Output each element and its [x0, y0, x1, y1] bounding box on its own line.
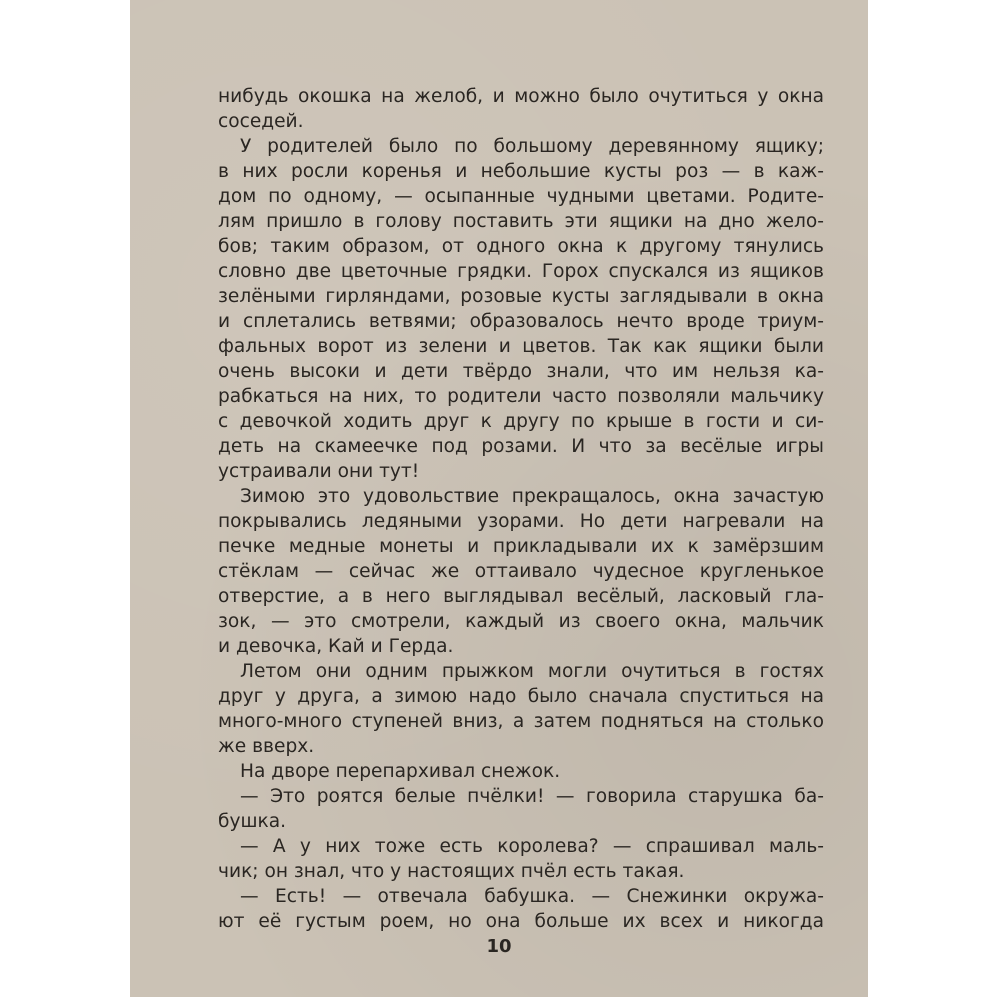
text-line: очень высоки и дети твёрдо знали, что им нельзя ка-: [218, 361, 824, 382]
text-line: чик; он знал, что у настоящих пчёл есть такая.: [218, 861, 685, 882]
text-line: — Это роятся белые пчёлки! — говорила старушка ба-: [240, 786, 824, 807]
text-line: лям пришло в голову поставить эти ящики на дно жело-: [218, 211, 824, 232]
text-line: в них росли коренья и небольшие кусты роз — в каж-: [218, 161, 824, 182]
text-line: рабкаться на них, то родители часто позволяли мальчику: [218, 386, 824, 407]
text-line: зок, — это смотрели, каждый из своего окна, мальчик: [218, 611, 824, 632]
body-text: [218, 84, 824, 934]
text-line: отверстие, а в него выглядывал весёлый, ласковый гла-: [218, 586, 824, 607]
text-line: и девочка, Кай и Герда.: [218, 636, 454, 657]
text-line: стёклам — сейчас же оттаивало чудесное кругленькое: [218, 561, 824, 582]
text-line: ют её густым роем, но она больше их всех и никогда: [218, 911, 824, 932]
text-line: Зимою это удовольствие прекращалось, окна зачастую: [240, 486, 824, 507]
text-line: друг у друга, а зимою надо было сначала спуститься на: [218, 686, 824, 707]
text-line: У родителей было по большому деревянному ящику;: [240, 136, 824, 157]
text-line: бушка.: [218, 811, 287, 832]
text-line: На дворе перепархивал снежок.: [240, 761, 561, 782]
text-line: устраивали они тут!: [218, 461, 420, 482]
text-line: печке медные монеты и прикладывали их к замёрзшим: [218, 536, 824, 557]
text-line: фальных ворот из зелени и цветов. Так как ящики были: [218, 336, 824, 357]
text-line: с девочкой ходить друг к другу по крыше в гости и си-: [218, 411, 824, 432]
book-page: [130, 0, 868, 997]
text-line: Летом они одним прыжком могли очутиться в гостях: [240, 661, 824, 682]
text-line: соседей.: [218, 111, 304, 132]
text-line: и сплетались ветвями; образовалось нечто вроде триум-: [218, 311, 824, 332]
text-line: деть на скамеечке под розами. И что за весёлые игры: [218, 436, 824, 457]
text-line: много-много ступеней вниз, а затем подняться на столько: [218, 711, 824, 732]
text-line: бов; таким образом, от одного окна к другому тянулись: [218, 236, 824, 257]
text-line: — Есть! — отвечала бабушка. — Снежинки окружа-: [240, 886, 824, 907]
text-line: словно две цветочные грядки. Горох спускался из ящиков: [218, 261, 824, 282]
text-line: нибудь окошка на желоб, и можно было очутиться у окна: [218, 86, 824, 107]
text-line: зелёными гирляндами, розовые кусты заглядывали в окна: [218, 286, 824, 307]
text-line: — А у них тоже есть королева? — спрашивал маль-: [240, 836, 824, 857]
page-number: 10: [486, 936, 512, 957]
text-line: дом по одному, — осыпанные чудными цветами. Родите-: [218, 186, 824, 207]
text-line: покрывались ледяными узорами. Но дети нагревали на: [218, 511, 824, 532]
text-line: же вверх.: [218, 736, 315, 757]
